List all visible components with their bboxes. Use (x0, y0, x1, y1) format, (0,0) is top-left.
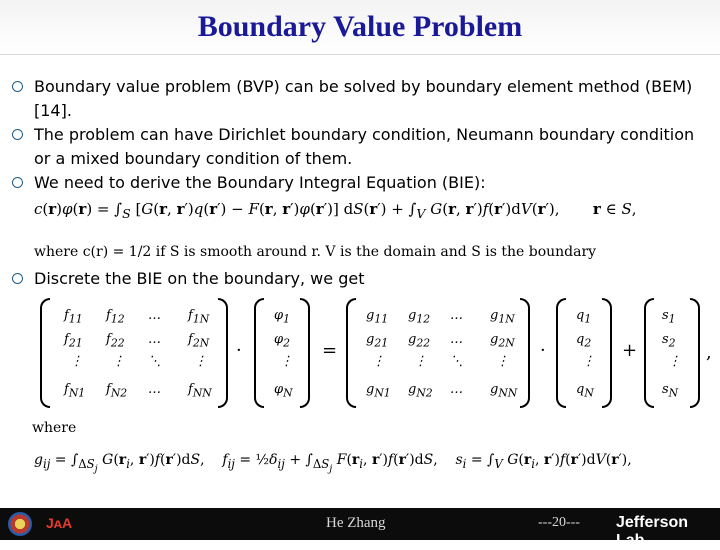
paren-right (218, 298, 228, 408)
paren-left (40, 298, 50, 408)
bullet-conditions (12, 123, 702, 171)
bullet-text: The problem can have Dirichlet boundary condition, Neumann boundary condition or a mixed boundary condition of them. (34, 125, 695, 168)
bullet-bvp (12, 75, 702, 123)
jefferson-lab-logo: Jefferson Lab (616, 514, 689, 549)
bullet-text: Discrete the BIE on the boundary, we get (34, 269, 365, 288)
paren-right (520, 298, 530, 408)
where-label: where (32, 420, 77, 436)
bullet-discrete (12, 267, 702, 291)
matrix-equation: $f_{11}$ $f_{12}$ … $f_{1N}$ $f_{21}$ $f_{22}$ … $f_{2N}$ ⋮ ⋮ ⋱ ⋮ $f_{N1}$ $f_{N2}$ … $f_{NN}$ · $\varphi_1$ $\varphi_2$ ⋮ $\varphi_N$ = $g_{11}$ $g_{12}$ … $g_{1N}$ $g_{21}$ $g_{22}$ … $g_{2N}$ ⋮ ⋮ ⋱ ⋮ $g_{N1}$ $g_{N2}$ … $g_{NN}$ · $q_1$ $q_2$ ⋮ $q_N$ + $s_1$ $s_2$ ⋮ $s_N$ , (40, 298, 720, 408)
bullet-marker-icon (12, 129, 23, 140)
paren-left (556, 298, 566, 408)
bullet-marker-icon (12, 81, 23, 92)
page-number: ---20--- (538, 515, 580, 530)
jsa-logo: JᴀA (46, 515, 73, 531)
slide-title: Boundary Value Problem (197, 10, 523, 43)
paren-right (602, 298, 612, 408)
doe-seal-icon (8, 512, 32, 536)
paren-right (690, 298, 700, 408)
bullet-bie (12, 171, 702, 195)
paren-left (644, 298, 654, 408)
footer-bar (0, 508, 720, 549)
title-bar (0, 0, 720, 55)
author-name: He Zhang (326, 515, 386, 531)
bullet-text: We need to derive the Boundary Integral Equation (BIE): (34, 173, 486, 192)
paren-left (254, 298, 264, 408)
bullet-marker-icon (12, 177, 23, 188)
paren-left (346, 298, 356, 408)
bullet-text: Boundary value problem (BVP) can be solved by boundary element method (BEM) [14]. (34, 77, 693, 120)
bie-where-note: where c(r) = 1/2 if S is smooth around r. V is the domain and S is the boundary (34, 244, 597, 260)
bullet-marker-icon (12, 273, 23, 284)
definitions-equation: $g_{ij} = \int_{\Delta S_j}$ $G(r_i$, r′)f(r′)dS, $f_{ij}$ = $\frac{1}{2}\delta_{ij} + \int_{\Delta S_j}$ $F(r_i$, r′)f(r′)dS, $s_i = \int_V$ $G(r_i$, r′)f(r′)dV(r′), (34, 452, 632, 475)
bie-equation: $c(r)\varphi(r) = \int_S$ [G(r, r′)q(r′) − F(r, r′)φ(r′)] $dS(r') + \int_V$ G(r, r′)f(r′)dV(r′), r ∈ S, (34, 200, 637, 221)
paren-right (300, 298, 310, 408)
